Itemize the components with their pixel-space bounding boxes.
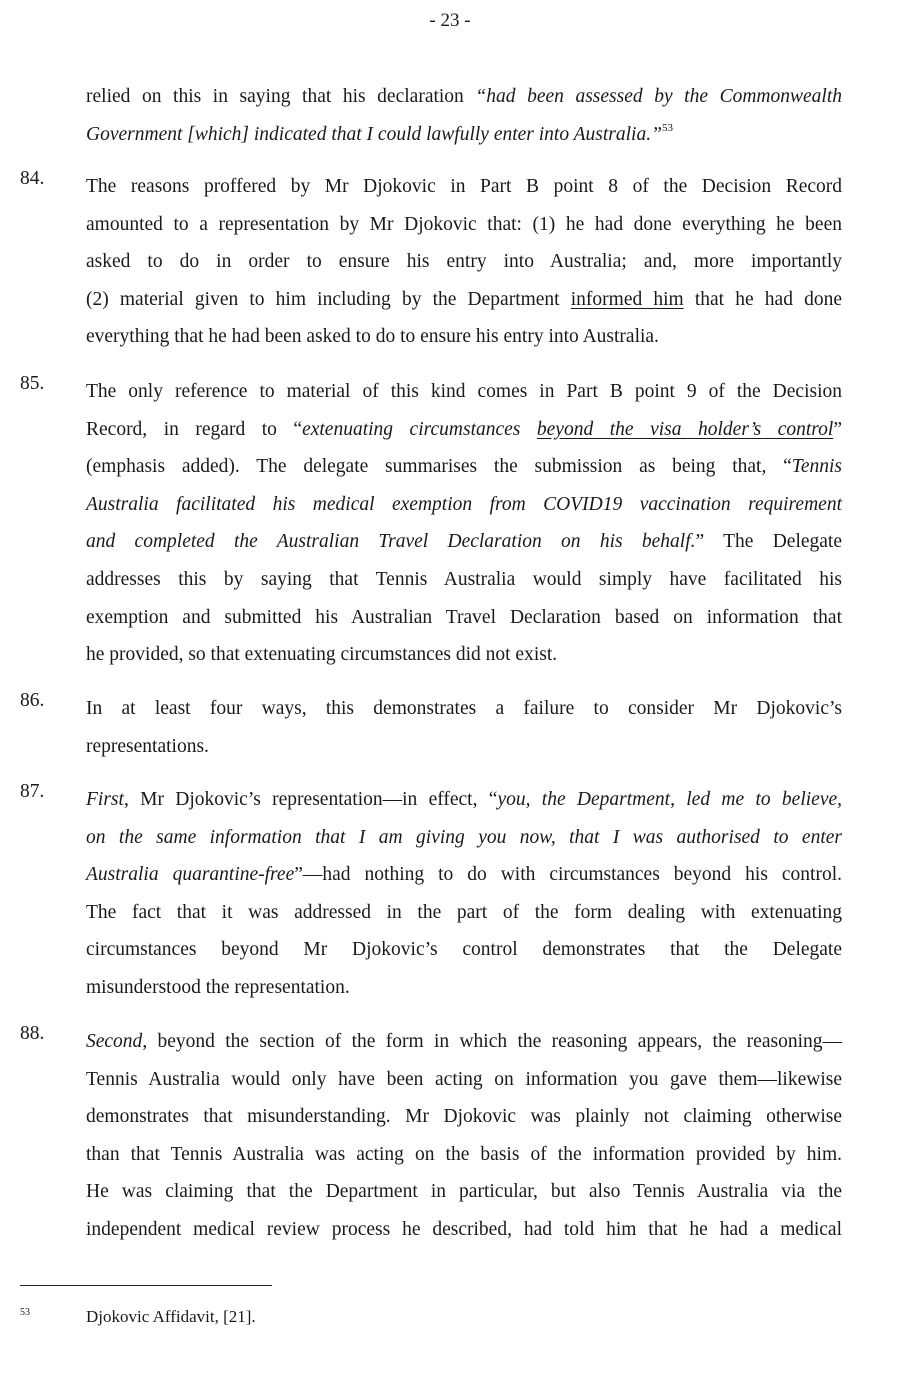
paragraph-number: 87.: [20, 781, 45, 802]
text-run: addresses this by saying that Tennis Australia would simply have facilitated his: [86, 568, 842, 590]
paragraph-number: 85.: [20, 373, 45, 394]
text-run: ” The Delegate: [695, 531, 842, 553]
italic-quote: extenuating circumstances: [302, 418, 537, 440]
text-run: , beyond the section of the form in which the reasoning appears, the reasoning—: [142, 1031, 842, 1052]
emphasis-underline: informed him: [570, 288, 684, 310]
page-number: - 23 -: [429, 10, 471, 31]
text-run: he provided, so that extenuating circumstances did not exist.: [86, 644, 558, 666]
text-run: exemption and submitted his Australian Travel Declaration based on information that: [86, 606, 842, 628]
text-run: asked to do in order to ensure his entry into Australia; and, more importantly: [86, 251, 842, 273]
text-run: Record, in regard to “: [86, 418, 303, 440]
italic-quote: Second: [86, 1031, 143, 1052]
text-line: [86, 1211, 842, 1249]
footnote-text: Djokovic Affidavit, [21].: [86, 1307, 256, 1326]
text-run: , Mr Djokovic’s representation—in effect, “: [123, 789, 498, 810]
text-line: [86, 636, 842, 674]
text-line: [86, 856, 842, 894]
text-line: [86, 1173, 842, 1211]
text-run: In at least four ways, this demonstrates a failure to consider Mr Djokovic’s: [86, 698, 842, 719]
text-run: circumstances beyond Mr Djokovic’s control demonstrates that the Delegate: [86, 939, 842, 961]
italic-quote: on the same information that I am giving you now, that I was authorised to enter: [86, 826, 842, 848]
text-run: everything that he had been asked to do to ensure his entry into Australia.: [86, 326, 659, 348]
text-line: [86, 318, 842, 356]
text-line: [86, 448, 842, 486]
paragraph-number: 86.: [20, 690, 45, 711]
italic-quote: Tennis: [791, 456, 842, 478]
text-run: The only reference to material of this kind comes in Part B point 9 of the Decision: [86, 381, 842, 402]
text-line: [86, 78, 842, 116]
text-line: [86, 1061, 842, 1099]
text-line: [86, 523, 842, 561]
text-line: [86, 373, 842, 411]
text-line: [86, 1136, 842, 1174]
paragraph-body: [86, 373, 842, 674]
text-run: representations.: [86, 735, 209, 757]
text-line: [86, 116, 842, 154]
italic-quote: and completed the Australian Travel Declaration on his behalf.: [86, 531, 696, 553]
text-run: (2) material given to him including by the Department: [86, 288, 571, 310]
text-run: The fact that it was addressed in the part of the form dealing with extenuating: [86, 901, 842, 923]
italic-quote: “had been assessed by the Commonwealth: [475, 86, 842, 107]
text-run: Tennis Australia would only have been acting on information you gave them—likewise: [86, 1068, 842, 1090]
text-run: amounted to a representation by Mr Djokovic that: (1) he had done everything he been: [86, 213, 842, 235]
text-line: [86, 486, 842, 524]
paragraph-body: [86, 168, 842, 356]
paragraph-body: [86, 1023, 842, 1249]
text-run: The reasons proffered by Mr Djokovic in Part B point 8 of the Decision Record: [86, 176, 842, 197]
text-run: He was claiming that the Department in particular, but also Tennis Australia via the: [86, 1181, 842, 1203]
paragraph-body: [86, 781, 842, 1007]
text-run: (emphasis added). The delegate summarises the submission as being that, “: [86, 456, 792, 478]
paragraph-number: 88.: [20, 1023, 45, 1044]
text-run: relied on this in saying that his declaration: [86, 86, 476, 107]
paragraph-body: [86, 78, 842, 153]
italic-quote: you, the Department, led me to believe,: [497, 789, 843, 810]
text-run: that he had done: [683, 288, 842, 310]
italic-quote: Government [which] indicated that I could lawfully enter into Australia.”: [86, 123, 662, 145]
text-run: demonstrates that misunderstanding. Mr Djokovic was plainly not claiming otherwise: [86, 1106, 842, 1128]
text-line: [86, 599, 842, 637]
italic-quote: First: [86, 789, 124, 810]
footnote-number: 53: [20, 1307, 30, 1318]
text-line: [86, 894, 842, 932]
footnote-reference[interactable]: 53: [661, 121, 673, 134]
text-line: [86, 206, 842, 244]
emphasis-underline: beyond the visa holder’s control: [536, 418, 834, 440]
text-run: than that Tennis Australia was acting on the basis of the information provided by him.: [86, 1143, 842, 1165]
text-line: [86, 819, 842, 857]
paragraph-number: 84.: [20, 168, 45, 189]
text-line: [86, 281, 842, 319]
text-line: [86, 561, 842, 599]
footnote-separator: [20, 1285, 272, 1286]
text-run: independent medical review process he described, had told him that he had a medical: [86, 1218, 842, 1240]
text-line: [86, 168, 842, 206]
text-line: [86, 1098, 842, 1136]
text-line: [86, 969, 842, 1007]
text-line: [86, 728, 842, 766]
text-run: misunderstood the representation.: [86, 976, 350, 998]
text-run: ”: [833, 418, 842, 440]
italic-quote: Australia facilitated his medical exemption from COVID19 vaccination requirement: [86, 493, 842, 515]
paragraph-body: [86, 690, 842, 765]
text-line: [86, 781, 842, 819]
text-line: [86, 411, 842, 449]
text-run: ”—had nothing to do with circumstances beyond his control.: [294, 864, 842, 886]
text-line: [86, 1023, 842, 1061]
italic-quote: Australia quarantine-free: [86, 864, 295, 886]
text-line: [86, 931, 842, 969]
text-line: [86, 243, 842, 281]
text-line: [86, 690, 842, 728]
